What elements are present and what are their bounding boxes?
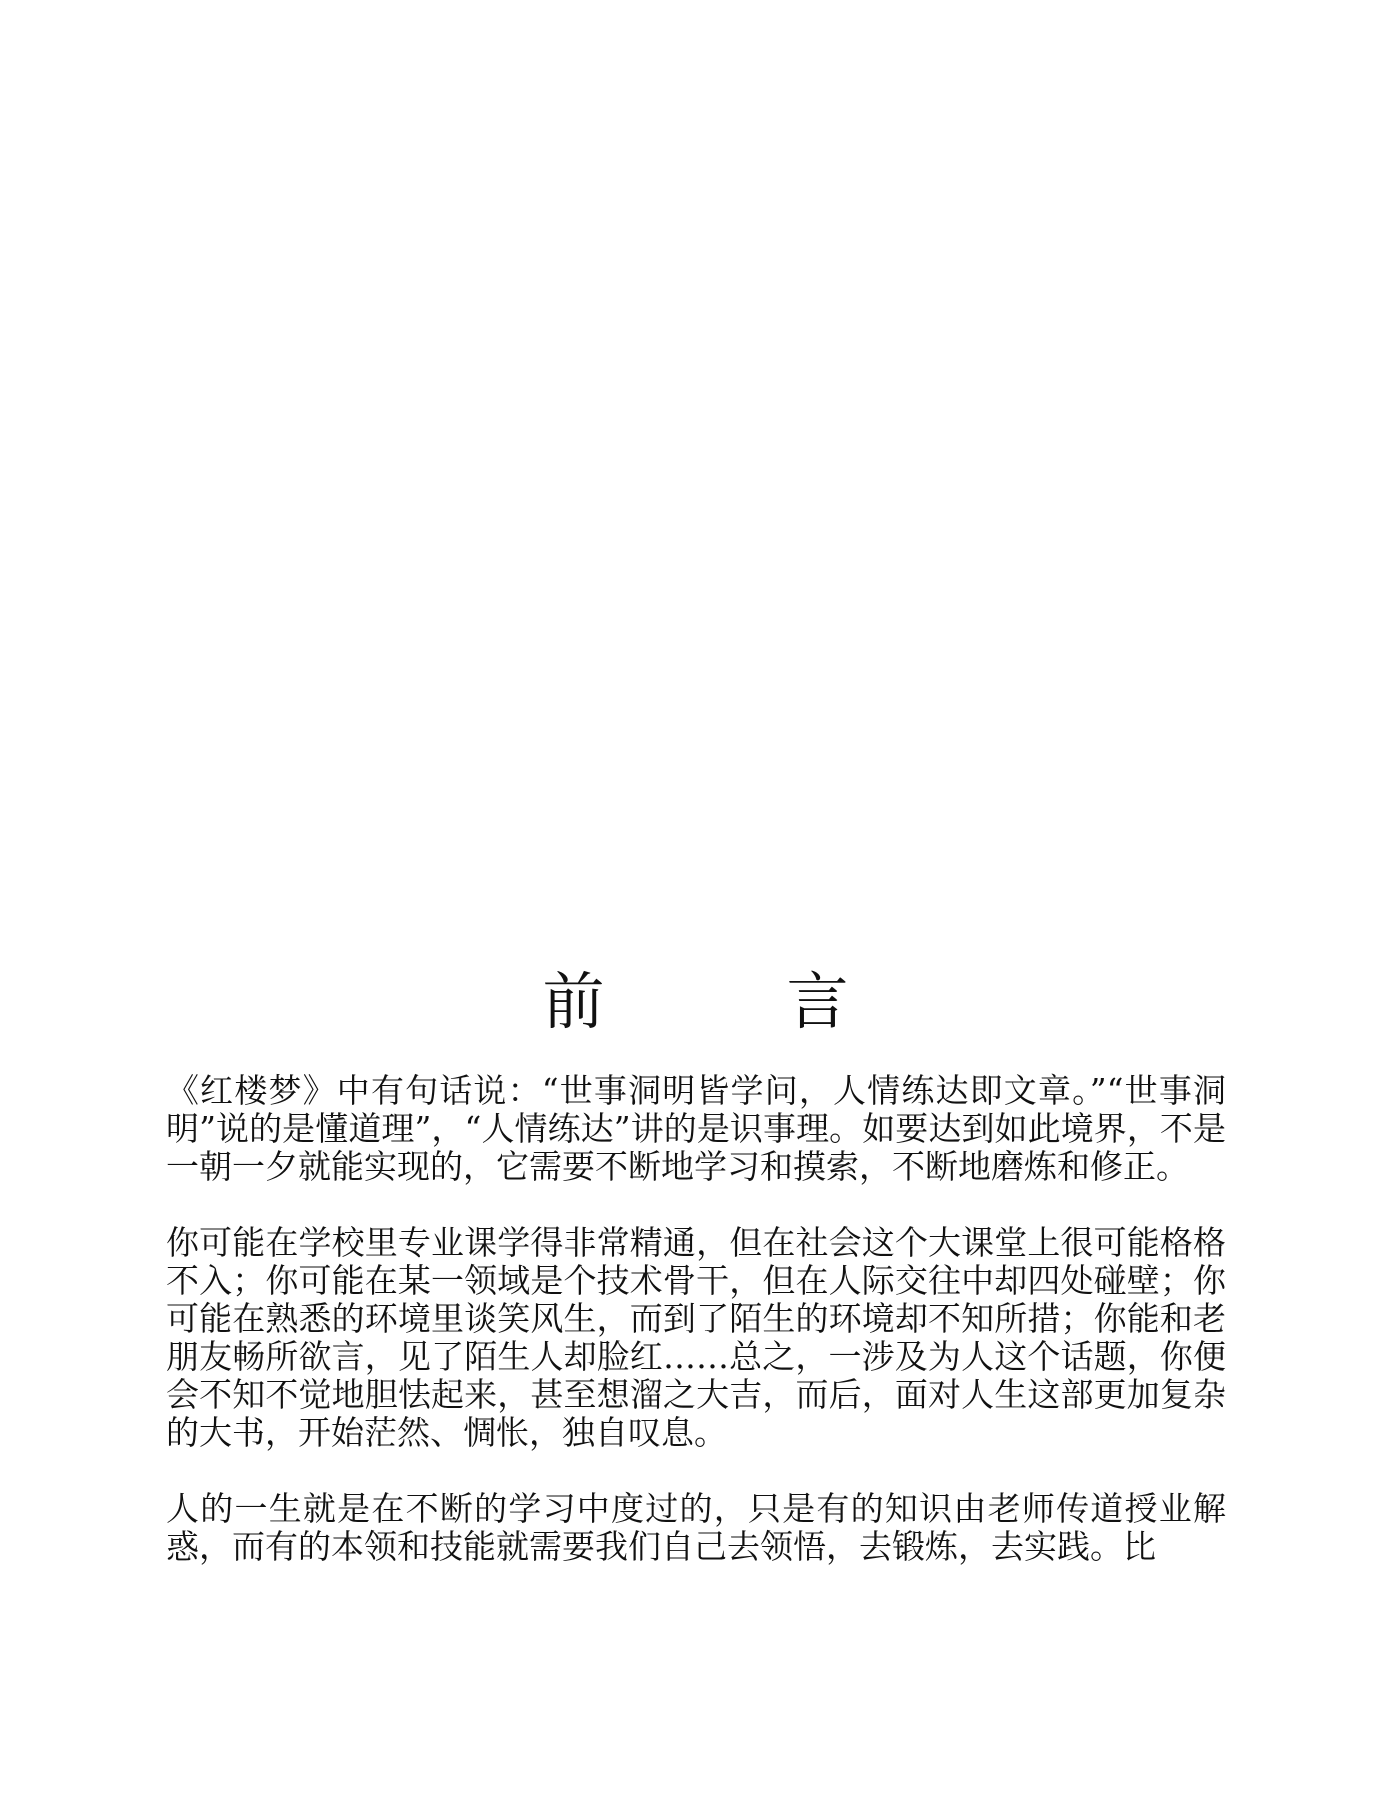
paragraph-2: 你可能在学校里专业课学得非常精通，但在社会这个大课堂上很可能格格不入；你可能在某一领域是个技术骨干，但在人际交往中却四处碰壁；你可能在熟悉的环境里谈笑风生，而到了陌生的环境却不知所措；你能和老朋友畅所欲言，见了陌生人却脸红……总之，一涉及为人这个话题，你便会不知不觉地胆怯起来，甚至想溜之大吉，而后，面对人生这部更加复杂的大书，开始茫然、惆怅，独自叹息。 xyxy=(166,1223,1226,1452)
document-body xyxy=(166,1072,1226,1604)
page-title: 前 言 xyxy=(542,965,909,1038)
paragraph-3: 人的一生就是在不断的学习中度过的，只是有的知识由老师传道授业解惑，而有的本领和技能就需要我们自己去领悟，去锻炼，去实践。比 xyxy=(166,1489,1226,1566)
paragraph-1: 《红楼梦》中有句话说：“世事洞明皆学问，人情练达即文章。”“世事洞明”说的是懂道理”，“人情练达”讲的是识事理。如要达到如此境界，不是一朝一夕就能实现的，它需要不断地学习和摸索，不断地磨炼和修正。 xyxy=(166,1071,1226,1186)
